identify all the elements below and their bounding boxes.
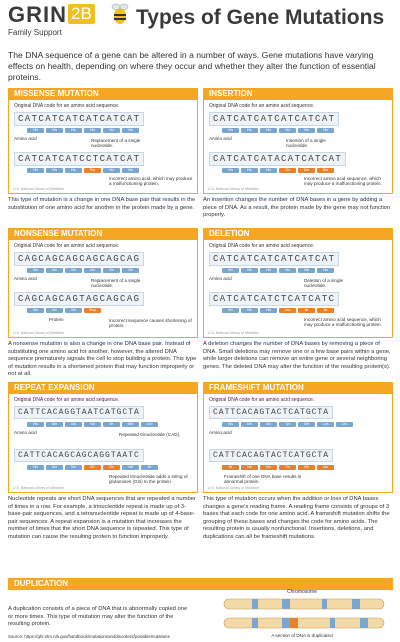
amino-acid-row-mutated (27, 465, 158, 470)
amino-acid-row-mutated (222, 168, 334, 173)
amino-acid-chip: Thr (279, 465, 296, 470)
amino-acid-chip: His (27, 168, 44, 173)
insertion-description: An insertion changes the number of DNA bases in a gene by adding a piece of DNA. As a result, the protein made by the gene may not function properly. (203, 197, 391, 218)
figure-caption: Original DNA code for an amino acid sequence. (209, 397, 315, 403)
amino-label: Amino acid (14, 136, 37, 141)
bee-icon (110, 2, 130, 26)
result-note: Incorrect sequence causes shortening of protein. (109, 318, 192, 328)
amino-acid-chip: Cys (317, 422, 334, 427)
result-note: Repeated trinucleotide adds a string of glutamines (Gln) to the protein. (109, 474, 188, 484)
dna-sequence-mutated: CATCATCATCCTCATCAT (14, 152, 144, 166)
copyright: U.S. National Library of Medicine (208, 486, 260, 490)
amino-acid-chip: His (103, 168, 120, 173)
amino-acid-chip: Val (84, 422, 101, 427)
figure-caption: Original DNA code for an amino acid sequence. (14, 243, 120, 249)
amino-acid-chip: His (241, 128, 258, 133)
amino-acid-chip: Gln (65, 422, 82, 427)
amino-acid-chip: Gln (84, 268, 101, 273)
amino-acid-chip: His (222, 128, 239, 133)
missense-panel (8, 88, 198, 212)
amino-acid-chip: Gln (65, 268, 82, 273)
amino-acid-chip: His (317, 268, 334, 273)
amino-acid-chip: Ser (46, 422, 63, 427)
source-url: Source: https://ghr.nlm.nih.gov/handbook/mutationsanddisorders/possiblemutations (8, 634, 170, 639)
amino-acid-chip: Met (122, 422, 139, 427)
amino-acid-chip: His (298, 268, 315, 273)
amino-acid-chip: Gln (65, 308, 82, 313)
duplication-description: A duplication consists of a piece of DNA that is abnormally copied one or more times. This type of mutation may alter the function of the resulting protein. (8, 606, 188, 627)
amino-acid-chip: His (222, 268, 239, 273)
chromosome-label: Chromosome (286, 589, 318, 595)
amino-acid-chip: Ile (317, 308, 334, 313)
amino-acid-chip: Gln (46, 308, 63, 313)
amino-acid-chip: Gln (46, 268, 63, 273)
figure-caption: Original DNA code for an amino acid sequence. (14, 397, 120, 403)
amino-acid-chip: His (260, 308, 277, 313)
amino-acid-chip: Gln (27, 308, 44, 313)
amino-acid-chip: His (65, 128, 82, 133)
amino-acid-chip: Ile (298, 308, 315, 313)
result-note: Incorrect amino acid sequence, which may produce a malfunctioning protein. (304, 176, 382, 186)
frameshift-figure (203, 394, 393, 493)
deletion-panel (203, 228, 393, 371)
mutation-note: Repeated trinucleotide (CAG). (119, 432, 181, 437)
amino-acid-chip: His (260, 268, 277, 273)
amino-acid-chip: Gln (260, 422, 277, 427)
mutation-note: Deletion of a single nucleotide. (304, 278, 344, 288)
deletion-description: A deletion changes the number of DNA bases by removing a piece of DNA. Small deletions may remove one or a few base pairs within a gene, while larger deletions can remove an entire gene or several neighboring genes. The deleted DNA may alter the function of the resulting protein(s). (203, 341, 391, 370)
duplication-label: A section of DNA is duplicated (271, 633, 333, 638)
dna-sequence-original: CATTCACAGGTAATCATGCTA (14, 406, 144, 419)
deletion-title: DELETION (203, 228, 393, 240)
dna-sequence-original: CATTCACAGTACTCATGCTA (209, 406, 333, 419)
dna-sequence-original: CATCATCATCATCATCAT (209, 252, 339, 266)
nonsense-figure (8, 240, 198, 338)
amino-label: Amino acid (209, 136, 232, 141)
protein-label: Protein (49, 317, 64, 322)
amino-acid-chip: Ile (103, 422, 120, 427)
amino-acid-chip: Gln (84, 465, 101, 470)
amino-acid-row-original (222, 422, 353, 427)
amino-acid-chip: His (298, 465, 315, 470)
mutation-note: Insertion of a single nucleotide. (286, 138, 326, 148)
amino-acid-chip: His (241, 308, 258, 313)
copyright: U.S. National Library of Medicine (208, 187, 260, 191)
dna-sequence-mutated: CATCATCATACATCATCAT (209, 152, 346, 166)
repeat-expansion-description: Nucleotide repeats are short DNA sequences that are repeated a number of times in a row. For example, a trinucleotide repeat is made up of 3-base-pair sequences, and a tetranucleotide repeat is made up of 4-base-pair sequences. A repeat expansion is a mutation that increases the number of times that the short DNA sequence is repeated. This type of mutation can cause the resulting protein to function improperly. (8, 496, 196, 540)
amino-label: Amino acid (209, 276, 232, 281)
mutation-note: Replacement of a single nucleotide. (91, 138, 141, 148)
figure-caption: Original DNA code for an amino acid sequence. (209, 243, 315, 249)
amino-acid-row-original (222, 128, 334, 133)
copyright: U.S. National Library of Medicine (13, 187, 65, 191)
nonsense-description: A nonsense mutation is also a change in one DNA base pair. Instead of substituting one amino acid for another, however, the altered DNA sequence prematurely signals the cell to stop building a protein. This type of mutation results in a shortened protein that may function improperly or not at all. (8, 341, 197, 377)
amino-acid-chip: His (241, 268, 258, 273)
amino-acid-chip: Ile (222, 465, 239, 470)
dna-sequence-original: CAGCAGCAGCAGCAGCAG (14, 252, 144, 266)
dna-sequence-mutated: CAGCAGCAGTAGCAGCAG (14, 292, 144, 306)
amino-acid-chip: His (241, 168, 258, 173)
figure-caption: Original DNA code for an amino acid sequence. (14, 103, 120, 109)
insertion-title: INSERTION (203, 88, 393, 100)
logo-2b-text: 2B (68, 4, 95, 24)
mutation-note: Replacement of a single nucleotide. (91, 278, 141, 288)
frameshift-title: FRAMESHIFT MUTATION (203, 382, 393, 394)
repeat-expansion-panel (8, 382, 198, 541)
amino-acid-chip: Ser (317, 168, 334, 173)
repeat-expansion-figure (8, 394, 198, 493)
amino-acid-chip: Ser (298, 168, 315, 173)
amino-acid-chip: Ile (141, 465, 158, 470)
result-note: Incorrect amino acid sequence, which may produce a malfunctioning protein. (304, 317, 382, 327)
amino-acid-chip: His (122, 128, 139, 133)
amino-acid-chip: His (279, 268, 296, 273)
nonsense-title: NONSENSE MUTATION (8, 228, 198, 240)
dna-sequence-mutated: CATCATCATCTCATCATC (209, 292, 339, 306)
amino-acid-chip: Ser (46, 465, 63, 470)
amino-acid-chip: Ser (241, 422, 258, 427)
amino-acid-chip: His (241, 465, 258, 470)
amino-label: Amino acid (209, 430, 232, 435)
amino-acid-chip: Pro (84, 168, 101, 173)
figure-caption: Original DNA code for an amino acid sequence. (209, 103, 315, 109)
amino-acid-chip: His (298, 128, 315, 133)
amino-acid-chip: Ala (317, 465, 334, 470)
amino-acid-row-original (27, 268, 139, 273)
amino-acid-chip: Gln (122, 268, 139, 273)
frameshift-description: This type of mutation occurs when the addition or loss of DNA bases changes a gene's reading frame. A reading frame consists of groups of 3 bases that each code for one amino acid. A frameshift mutation shifts the grouping of these bases and changes the code for amino acids. The resulting protein is usually nonfunctional. Insertions, deletions, and duplications can all be frameshift mutations. (203, 496, 390, 540)
page-title: Types of Gene Mutations (136, 6, 385, 29)
missense-title: MISSENSE MUTATION (8, 88, 198, 100)
repeat-expansion-title: REPEAT EXPANSION (8, 382, 198, 394)
amino-acid-row-mutated (27, 308, 101, 313)
insertion-panel (203, 88, 393, 220)
copyright: U.S. National Library of Medicine (13, 486, 65, 490)
amino-acid-chip: His (103, 128, 120, 133)
amino-acid-chip: His (27, 465, 44, 470)
amino-acid-chip: Val (122, 465, 139, 470)
grin2b-logo (8, 4, 95, 37)
copyright: U.S. National Library of Medicine (208, 331, 260, 335)
amino-acid-chip: His (122, 168, 139, 173)
amino-acid-chip: His (260, 168, 277, 173)
amino-acid-chip: His (27, 422, 44, 427)
missense-description: This type of mutation is a change in one DNA base pair that results in the substitution of one amino acid for another in the protein made by a gene. (8, 197, 196, 211)
dna-sequence-original: CATCATCATCATCATCAT (14, 112, 144, 126)
amino-acid-chip: His (222, 308, 239, 313)
result-note: Incorrect amino acid, which may produce a malfunctioning protein. (109, 176, 193, 186)
dna-sequence-original: CATCATCATCATCATCAT (209, 112, 339, 126)
amino-acid-chip: Leu (336, 422, 353, 427)
frameshift-panel (203, 382, 393, 541)
amino-acid-row-mutated (222, 308, 334, 313)
chromosome-diagram (212, 584, 394, 640)
amino-acid-chip: Tyr (279, 422, 296, 427)
amino-acid-chip: Ser (298, 422, 315, 427)
nonsense-panel (8, 228, 198, 379)
amino-acid-chip: Thr (279, 168, 296, 173)
logo-subtitle: Family Support (8, 28, 62, 37)
amino-acid-row-original (222, 268, 334, 273)
amino-acid-chip: His (65, 168, 82, 173)
amino-acid-chip: His (222, 168, 239, 173)
amino-acid-row-mutated (222, 465, 334, 470)
amino-acid-chip: Stop (84, 308, 101, 313)
amino-acid-chip: His (46, 168, 63, 173)
amino-label: Amino acid (14, 430, 37, 435)
amino-acid-chip: Gln (65, 465, 82, 470)
deletion-figure (203, 240, 393, 338)
copyright: U.S. National Library of Medicine (13, 331, 65, 335)
amino-acid-chip: Gln (27, 268, 44, 273)
amino-acid-chip: His (222, 422, 239, 427)
amino-label: Amino acid (14, 276, 37, 281)
amino-acid-row-original (27, 422, 158, 427)
amino-acid-chip: Leu (141, 422, 158, 427)
amino-acid-chip: His (84, 128, 101, 133)
amino-acid-chip: His (46, 128, 63, 133)
logo-grin-text: GRIN (8, 2, 67, 27)
amino-acid-row-original (27, 128, 139, 133)
amino-acid-chip: Gln (103, 465, 120, 470)
amino-acid-chip: His (260, 128, 277, 133)
amino-acid-chip: Leu (279, 308, 296, 313)
insertion-figure (203, 100, 393, 194)
amino-acid-chip: Ser (260, 465, 277, 470)
amino-acid-chip: His (27, 128, 44, 133)
amino-acid-chip: Gln (103, 268, 120, 273)
missense-figure (8, 100, 198, 194)
amino-acid-row-mutated (27, 168, 139, 173)
dna-sequence-mutated: CATTCACAGTACTCATGCTA (209, 449, 333, 462)
duplication-title: DUPLICATION (8, 578, 393, 590)
mutation-note: Frameshift of one DNA base results in abnormal protein. (224, 474, 302, 484)
amino-acid-chip: His (279, 128, 296, 133)
dna-sequence-mutated: CATTCACAGCAGCAGGTAATC (14, 449, 144, 462)
amino-acid-chip: His (317, 128, 334, 133)
header (0, 0, 400, 46)
intro-text: The DNA sequence of a gene can be altered in a number of ways. Gene mutations have varying effects on health, depending on where they occur and whether they alter the function of essential proteins. (8, 50, 376, 82)
